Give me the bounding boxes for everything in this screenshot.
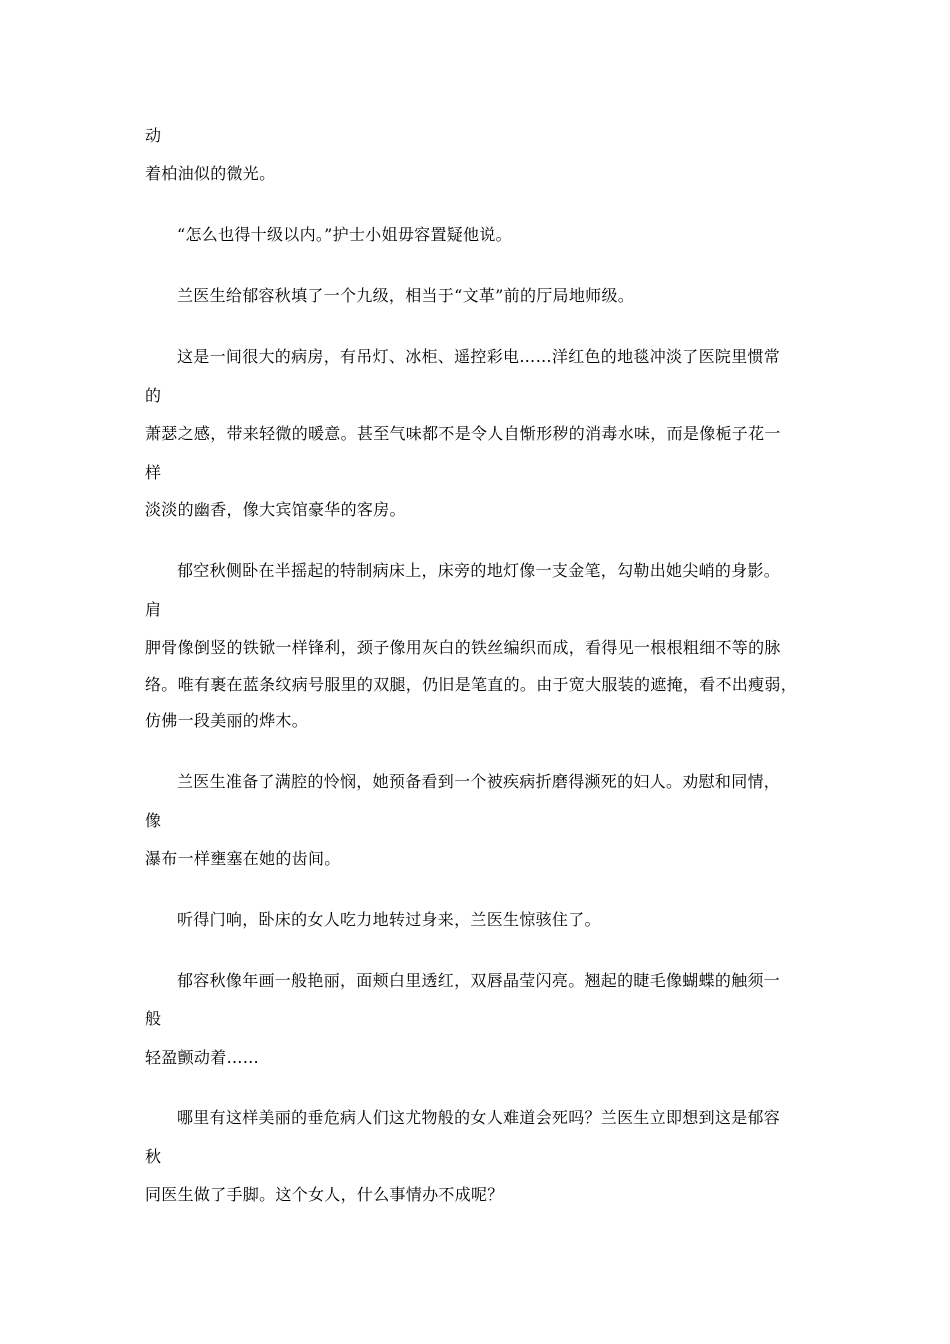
text-line: 哪里有这样美丽的垂危病人们这尤物般的女人难道会死吗？兰医生立即想到这是郁容 [177,1108,781,1127]
text-line: “怎么也得十级以内。”护士小姐毋容置疑他说。 [177,225,512,244]
text-line: 像 [145,811,162,830]
text-line: 这是一间很大的病房，有吊灯、冰柜、遥控彩电……洋红色的地毯冲淡了医院里惯常 [177,347,781,366]
text-line: 郁容秋像年画一般艳丽，面颊白里透红，双唇晶莹闪亮。翘起的睫毛像蝴蝶的触须一 [177,971,781,990]
text-line: 动 [145,126,162,145]
text-line: 萧瑟之感，带来轻微的暖意。甚至气味都不是令人自惭形秽的消毒水味，而是像栀子花一 [145,424,781,443]
text-line: 兰医生给郁容秋填了一个九级，相当于“文革”前的厅局地师级。 [177,286,635,305]
text-line: 络。唯有裹在蓝条纹病号服里的双腿，仍旧是笔直的。由于宽大服装的遮掩，看不出瘦弱， [145,675,798,694]
text-line: 胛骨像倒竖的铁锨一样锋利，颈子像用灰白的铁丝编织而成，看得见一根根粗细不等的脉 [145,638,781,657]
text-line: 听得门响，卧床的女人吃力地转过身来，兰医生惊骇住了。 [177,910,601,929]
text-line: 瀑布一样壅塞在她的齿间。 [145,849,341,868]
text-line: 的 [145,386,162,405]
text-line: 样 [145,463,162,482]
text-line: 兰医生准备了满腔的怜悯，她预备看到一个被疾病折磨得濒死的妇人。劝慰和同情， [177,772,781,791]
text-line: 着柏油似的微光。 [145,164,276,183]
text-line: 轻盈颤动着…… [145,1048,260,1067]
text-line: 淡淡的幽香，像大宾馆豪华的客房。 [145,500,406,519]
text-line: 秋 [145,1147,162,1166]
text-line: 般 [145,1009,162,1028]
text-line: 同医生做了手脚。这个女人，什么事情办不成呢？ [145,1185,504,1204]
text-line: 仿佛一段美丽的烨木。 [145,711,309,730]
text-line: 郁空秋侧卧在半摇起的特制病床上，床旁的地灯像一支金笔，勾勒出她尖峭的身影。 [177,561,781,580]
text-line: 肩 [145,600,162,619]
